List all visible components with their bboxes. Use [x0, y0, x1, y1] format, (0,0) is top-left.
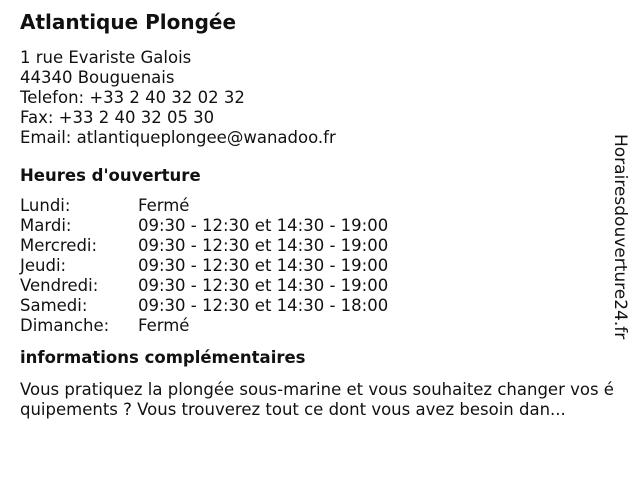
- day-label: Dimanche:: [20, 316, 110, 335]
- address-block: [20, 48, 620, 148]
- hours-row: [20, 276, 620, 296]
- business-card: [20, 8, 620, 420]
- day-hours: 09:30 - 12:30 et 14:30 - 19:00: [138, 256, 389, 275]
- hours-row: [20, 296, 620, 316]
- street-address: 1 rue Evariste Galois: [20, 48, 192, 67]
- day-hours: 09:30 - 12:30 et 14:30 - 19:00: [138, 236, 389, 255]
- day-label: Jeudi:: [20, 256, 67, 275]
- hours-heading: Heures d'ouverture: [20, 166, 201, 185]
- info-text: Vous pratiquez la plongée sous-marine et vous souhaitez changer vos équipements ? Vous trouverez tout ce dont vous avez besoin dan...: [20, 380, 614, 419]
- day-hours: 09:30 - 12:30 et 14:30 - 19:00: [138, 276, 389, 295]
- phone-number: Telefon: +33 2 40 32 02 32: [20, 88, 245, 107]
- hours-row: [20, 196, 620, 216]
- day-label: Mercredi:: [20, 236, 98, 255]
- city-address: 44340 Bouguenais: [20, 68, 175, 87]
- hours-row: [20, 256, 620, 276]
- day-hours: Fermé: [138, 196, 190, 215]
- site-watermark: Horairesdouverture24.fr: [610, 134, 630, 340]
- email-address: Email: atlantiqueplongee@wanadoo.fr: [20, 128, 336, 147]
- info-heading: informations complémentaires: [20, 348, 306, 367]
- day-label: Samedi:: [20, 296, 88, 315]
- day-label: Mardi:: [20, 216, 72, 235]
- hours-row: [20, 316, 620, 336]
- hours-row: [20, 236, 620, 256]
- day-label: Vendredi:: [20, 276, 99, 295]
- hours-table: [20, 196, 620, 336]
- hours-row: [20, 216, 620, 236]
- day-hours: 09:30 - 12:30 et 14:30 - 18:00: [138, 296, 389, 315]
- fax-number: Fax: +33 2 40 32 05 30: [20, 108, 215, 127]
- business-name: Atlantique Plongée: [20, 10, 237, 34]
- day-label: Lundi:: [20, 196, 71, 215]
- day-hours: Fermé: [138, 316, 190, 335]
- day-hours: 09:30 - 12:30 et 14:30 - 19:00: [138, 216, 389, 235]
